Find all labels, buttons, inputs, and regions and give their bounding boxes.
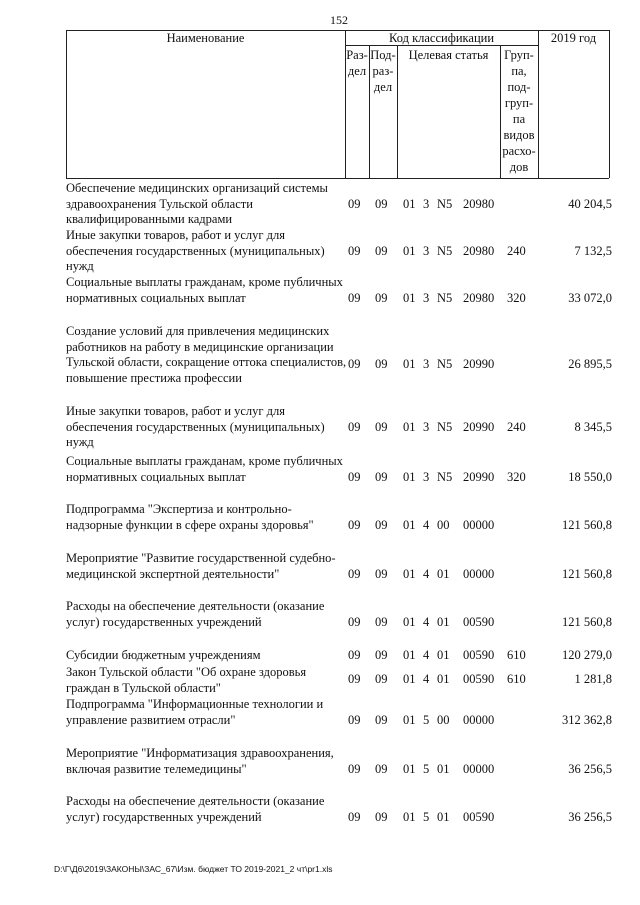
row-code: 20990 [463, 420, 495, 434]
row-code: 00000 [463, 762, 495, 776]
row-code: 00000 [463, 713, 495, 727]
row-subprogram: 4 [423, 615, 430, 629]
row-razdel: 09 [348, 291, 361, 305]
row-program: 01 [403, 197, 416, 211]
row-program: 01 [403, 672, 416, 686]
row-program: 01 [403, 518, 416, 532]
header-classification: Код классификации [388, 31, 495, 45]
row-razdel: 09 [348, 518, 361, 532]
row-amount: 36 256,5 [568, 810, 612, 824]
row-razdel: 09 [348, 648, 361, 662]
row-podrazdel: 09 [375, 291, 388, 305]
row-program: 01 [403, 567, 416, 581]
row-program: 01 [403, 291, 416, 305]
row-razdel: 09 [348, 357, 361, 371]
row-razdel: 09 [348, 810, 361, 824]
row-amount: 33 072,0 [568, 291, 612, 305]
row-name: Иные закупки товаров, работ и услуг для обеспечения государственных (муниципальных) нужд [66, 228, 325, 273]
row-direction: 01 [437, 810, 450, 824]
row-name: Создание условий для привлечения медицинских работников на работу в медицинские организации Тульской области, сокращение оттока специалистов, повышение престижа профессии [66, 324, 347, 385]
row-subprogram: 3 [423, 470, 430, 484]
row-code: 20980 [463, 197, 495, 211]
row-direction: N5 [437, 420, 453, 434]
header-group: Груп- па, под- груп- па видов расхо- дов [502, 48, 536, 174]
row-amount: 121 560,8 [562, 567, 612, 581]
row-name: Подпрограмма "Информационные технологии и управление развитием отрасли" [66, 697, 324, 727]
header-razdel: Раз- дел [346, 48, 368, 78]
row-podrazdel: 09 [375, 762, 388, 776]
row-program: 01 [403, 810, 416, 824]
row-code: 20980 [463, 291, 495, 305]
row-podrazdel: 09 [375, 357, 388, 371]
row-amount: 312 362,8 [562, 713, 612, 727]
row-podrazdel: 09 [375, 615, 388, 629]
row-subprogram: 5 [423, 713, 430, 727]
row-group: 240 [507, 244, 526, 258]
row-direction: N5 [437, 197, 453, 211]
row-podrazdel: 09 [375, 420, 388, 434]
row-direction: 01 [437, 648, 450, 662]
row-group: 320 [507, 470, 526, 484]
row-code: 00590 [463, 648, 495, 662]
row-subprogram: 3 [423, 197, 430, 211]
row-code: 20990 [463, 470, 495, 484]
row-code: 00590 [463, 672, 495, 686]
header-name: Наименование [166, 31, 245, 45]
row-direction: N5 [437, 291, 453, 305]
row-code: 00000 [463, 567, 495, 581]
row-amount: 8 345,5 [574, 420, 612, 434]
row-direction: 00 [437, 518, 450, 532]
row-podrazdel: 09 [375, 672, 388, 686]
row-subprogram: 3 [423, 291, 430, 305]
row-razdel: 09 [348, 713, 361, 727]
row-subprogram: 5 [423, 762, 430, 776]
row-code: 20980 [463, 244, 495, 258]
row-group: 610 [507, 648, 526, 662]
row-podrazdel: 09 [375, 713, 388, 727]
row-podrazdel: 09 [375, 648, 388, 662]
row-razdel: 09 [348, 470, 361, 484]
row-podrazdel: 09 [375, 518, 388, 532]
row-program: 01 [403, 615, 416, 629]
row-razdel: 09 [348, 762, 361, 776]
row-razdel: 09 [348, 615, 361, 629]
row-name: Расходы на обеспечение деятельности (оказание услуг) государственных учреждений [66, 599, 325, 629]
row-direction: 01 [437, 672, 450, 686]
row-group: 240 [507, 420, 526, 434]
row-group: 320 [507, 291, 526, 305]
row-name: Социальные выплаты гражданам, кроме публичных нормативных социальных выплат [66, 454, 343, 484]
row-razdel: 09 [348, 567, 361, 581]
row-podrazdel: 09 [375, 567, 388, 581]
row-program: 01 [403, 244, 416, 258]
row-direction: 01 [437, 567, 450, 581]
header-target: Целевая статья [408, 48, 489, 62]
row-direction: N5 [437, 357, 453, 371]
row-subprogram: 5 [423, 810, 430, 824]
row-direction: N5 [437, 244, 453, 258]
row-direction: 01 [437, 762, 450, 776]
row-name: Подпрограмма "Экспертиза и контрольно-надзорные функции в сфере охраны здоровья" [66, 502, 314, 532]
row-subprogram: 4 [423, 648, 430, 662]
row-code: 00000 [463, 518, 495, 532]
row-amount: 121 560,8 [562, 615, 612, 629]
row-amount: 1 281,8 [574, 672, 612, 686]
row-razdel: 09 [348, 672, 361, 686]
row-direction: N5 [437, 470, 453, 484]
header-year: 2019 год [550, 31, 597, 45]
row-name: Мероприятие "Развитие государственной судебно-медицинской экспертной деятельности" [66, 551, 336, 581]
row-subprogram: 4 [423, 567, 430, 581]
row-name: Субсидии бюджетным учреждениям [66, 648, 261, 662]
header-podrazdel: Под- раз- дел [370, 48, 396, 94]
row-name: Закон Тульской области "Об охране здоровья граждан в Тульской области" [66, 665, 307, 695]
row-amount: 26 895,5 [568, 357, 612, 371]
row-subprogram: 3 [423, 357, 430, 371]
row-direction: 00 [437, 713, 450, 727]
row-name: Расходы на обеспечение деятельности (оказание услуг) государственных учреждений [66, 794, 325, 824]
row-amount: 121 560,8 [562, 518, 612, 532]
row-name: Иные закупки товаров, работ и услуг для обеспечения государственных (муниципальных) нужд [66, 404, 325, 449]
row-amount: 7 132,5 [574, 244, 612, 258]
row-group: 610 [507, 672, 526, 686]
row-podrazdel: 09 [375, 197, 388, 211]
row-podrazdel: 09 [375, 244, 388, 258]
row-name: Обеспечение медицинских организаций системы здравоохранения Тульской области квалифицированными кадрами [66, 181, 328, 226]
row-name: Социальные выплаты гражданам, кроме публичных нормативных социальных выплат [66, 275, 343, 305]
row-razdel: 09 [348, 197, 361, 211]
row-program: 01 [403, 357, 416, 371]
row-subprogram: 3 [423, 244, 430, 258]
row-amount: 18 550,0 [568, 470, 612, 484]
row-subprogram: 4 [423, 518, 430, 532]
row-code: 20990 [463, 357, 495, 371]
row-amount: 120 279,0 [562, 648, 612, 662]
row-name: Мероприятие "Информатизация здравоохранения, включая развитие телемедицины" [66, 746, 334, 776]
file-path-footer: D:\Г\Д6\2019\ЗАКОНЫ\ЗАС_67\Изм. бюджет ТО 2019-2021_2 чт\pr1.xls [54, 864, 333, 874]
row-razdel: 09 [348, 244, 361, 258]
row-program: 01 [403, 648, 416, 662]
row-code: 00590 [463, 615, 495, 629]
row-program: 01 [403, 420, 416, 434]
row-code: 00590 [463, 810, 495, 824]
row-program: 01 [403, 762, 416, 776]
page-number: 152 [330, 13, 348, 27]
row-amount: 40 204,5 [568, 197, 612, 211]
row-program: 01 [403, 470, 416, 484]
row-amount: 36 256,5 [568, 762, 612, 776]
row-subprogram: 3 [423, 420, 430, 434]
row-subprogram: 4 [423, 672, 430, 686]
row-program: 01 [403, 713, 416, 727]
row-podrazdel: 09 [375, 470, 388, 484]
row-direction: 01 [437, 615, 450, 629]
row-razdel: 09 [348, 420, 361, 434]
row-podrazdel: 09 [375, 810, 388, 824]
